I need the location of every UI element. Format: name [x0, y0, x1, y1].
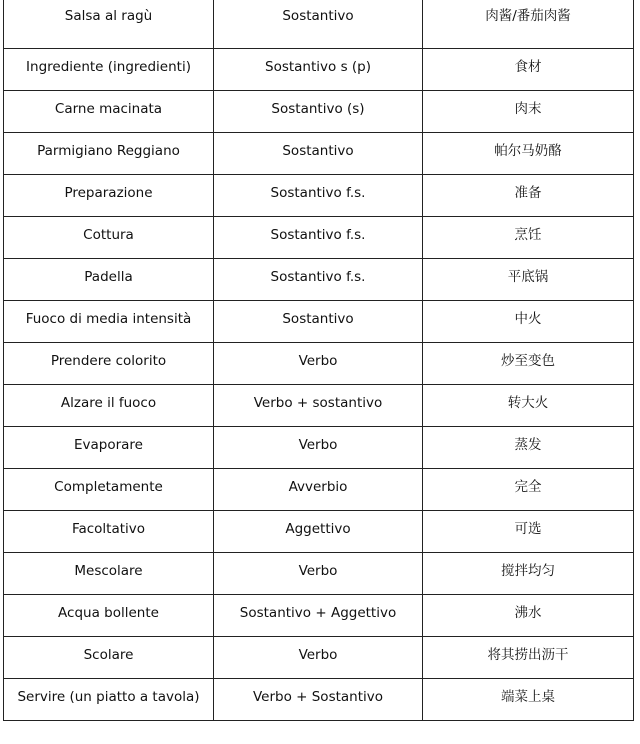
- chinese-translation: 炒至变色: [423, 342, 634, 384]
- part-of-speech: Sostantivo f.s.: [214, 174, 423, 216]
- part-of-speech: Verbo: [214, 552, 423, 594]
- table-row: [4, 0, 634, 48]
- part-of-speech: Verbo + Sostantivo: [214, 678, 423, 720]
- italian-term: Mescolare: [4, 552, 214, 594]
- italian-term: Cottura: [4, 216, 214, 258]
- vocabulary-table: [3, 0, 634, 721]
- chinese-translation: 烹饪: [423, 216, 634, 258]
- chinese-translation: 食材: [423, 48, 634, 90]
- italian-term: Ingrediente (ingredienti): [4, 48, 214, 90]
- table-row: [4, 384, 634, 426]
- part-of-speech: Avverbio: [214, 468, 423, 510]
- table-row: [4, 258, 634, 300]
- part-of-speech: Verbo: [214, 426, 423, 468]
- italian-term: Parmigiano Reggiano: [4, 132, 214, 174]
- part-of-speech: Verbo: [214, 342, 423, 384]
- chinese-translation: 搅拌均匀: [423, 552, 634, 594]
- part-of-speech: Verbo + sostantivo: [214, 384, 423, 426]
- chinese-translation: 转大火: [423, 384, 634, 426]
- table-row: [4, 300, 634, 342]
- part-of-speech: Sostantivo: [214, 132, 423, 174]
- chinese-translation: 肉末: [423, 90, 634, 132]
- italian-term: Fuoco di media intensità: [4, 300, 214, 342]
- table-row: [4, 48, 634, 90]
- chinese-translation: 平底锅: [423, 258, 634, 300]
- part-of-speech: Sostantivo (s): [214, 90, 423, 132]
- table-row: [4, 90, 634, 132]
- italian-term: Facoltativo: [4, 510, 214, 552]
- italian-term: Completamente: [4, 468, 214, 510]
- part-of-speech: Sostantivo: [214, 300, 423, 342]
- part-of-speech: Sostantivo + Aggettivo: [214, 594, 423, 636]
- table-row: [4, 636, 634, 678]
- chinese-translation: 可选: [423, 510, 634, 552]
- table-row: [4, 552, 634, 594]
- italian-term: Preparazione: [4, 174, 214, 216]
- table-row: [4, 174, 634, 216]
- chinese-translation: 帕尔马奶酪: [423, 132, 634, 174]
- italian-term: Salsa al ragù: [4, 0, 214, 48]
- italian-term: Acqua bollente: [4, 594, 214, 636]
- part-of-speech: Verbo: [214, 636, 423, 678]
- italian-term: Prendere colorito: [4, 342, 214, 384]
- vocabulary-table-body: [4, 0, 634, 720]
- chinese-translation: 将其捞出沥干: [423, 636, 634, 678]
- italian-term: Scolare: [4, 636, 214, 678]
- italian-term: Servire (un piatto a tavola): [4, 678, 214, 720]
- chinese-translation: 端菜上桌: [423, 678, 634, 720]
- chinese-translation: 完全: [423, 468, 634, 510]
- table-row: [4, 342, 634, 384]
- part-of-speech: Aggettivo: [214, 510, 423, 552]
- chinese-translation: 肉酱/番茄肉酱: [423, 0, 634, 48]
- part-of-speech: Sostantivo s (p): [214, 48, 423, 90]
- chinese-translation: 准备: [423, 174, 634, 216]
- part-of-speech: Sostantivo f.s.: [214, 216, 423, 258]
- chinese-translation: 蒸发: [423, 426, 634, 468]
- italian-term: Carne macinata: [4, 90, 214, 132]
- part-of-speech: Sostantivo: [214, 0, 423, 48]
- table-row: [4, 216, 634, 258]
- chinese-translation: 中火: [423, 300, 634, 342]
- table-row: [4, 426, 634, 468]
- italian-term: Evaporare: [4, 426, 214, 468]
- italian-term: Padella: [4, 258, 214, 300]
- table-row: [4, 678, 634, 720]
- table-row: [4, 594, 634, 636]
- table-row: [4, 468, 634, 510]
- italian-term: Alzare il fuoco: [4, 384, 214, 426]
- part-of-speech: Sostantivo f.s.: [214, 258, 423, 300]
- table-row: [4, 510, 634, 552]
- table-row: [4, 132, 634, 174]
- chinese-translation: 沸水: [423, 594, 634, 636]
